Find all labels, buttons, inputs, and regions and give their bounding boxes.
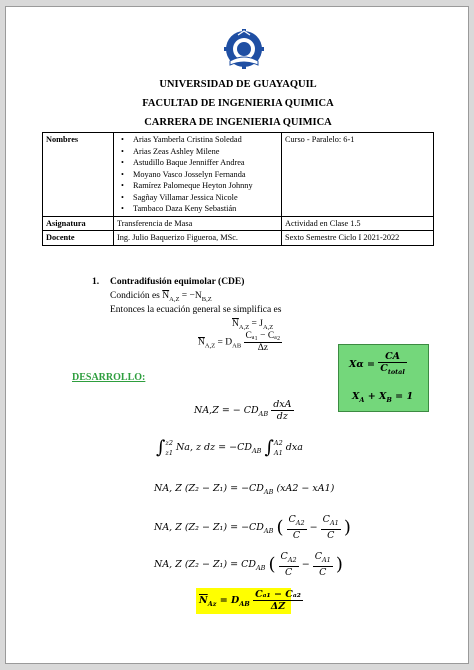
mole-fraction-eq bbox=[349, 351, 407, 378]
document-page bbox=[5, 6, 469, 664]
green-fraction bbox=[378, 351, 407, 378]
names-cell bbox=[114, 133, 282, 217]
condition-rhs-sub: B,Z bbox=[201, 295, 212, 303]
subject-row bbox=[43, 216, 434, 231]
teacher-cell: Ing. Julio Baquerizo Figueroa, MSc. bbox=[114, 231, 282, 246]
eq1-lhs: $\overline{N}$ bbox=[232, 319, 239, 329]
eq2-denominator: Δz bbox=[257, 343, 269, 353]
e1-fraction: $\frac{\text{dxA}}{dz}$ bbox=[273, 399, 292, 422]
condition-prefix: Condición es bbox=[110, 291, 160, 301]
list-item: • Ramírez Palomeque Heyton Johnny bbox=[121, 180, 278, 192]
green-line1-lhs: Xα = bbox=[349, 358, 375, 370]
equation-flux-diffusion bbox=[198, 331, 282, 354]
semester-cell: Sexto Semestre Ciclo I 2021-2022 bbox=[282, 231, 434, 246]
course-cell: Curso - Paralelo: 6-1 bbox=[282, 133, 434, 217]
equation-concentration-pos: NA, Z $(Z_2 - Z_1) = CD_{AB}$ ( $\frac{C_{A2}}{C}$ − $\frac{C_{A1}}{C}$ ) bbox=[154, 551, 343, 578]
university-name: UNIVERSIDAD DE GUAYAQUIL bbox=[159, 79, 317, 90]
eq1-rhs: = J bbox=[251, 319, 263, 329]
eq2-lhs: $\overline{N}$ bbox=[198, 337, 205, 348]
condition-line bbox=[110, 291, 212, 303]
list-item: • Astudillo Baque Jenniffer Andrea bbox=[121, 157, 278, 169]
simplify-text: Entonces la ecuación general se simplifica es bbox=[110, 305, 282, 315]
mole-fraction-box bbox=[338, 344, 429, 412]
green-numerator: CA bbox=[378, 351, 407, 363]
teacher-label: Docente bbox=[43, 231, 114, 246]
names-row bbox=[43, 133, 434, 217]
equation-fick: NA,Z = − $CD_{AB}$ $\frac{\text{dxA}}{dz}$ bbox=[194, 399, 292, 422]
condition-lhs-sub: A,Z bbox=[169, 295, 180, 303]
eq2-mid-sub: AB bbox=[232, 342, 242, 350]
teacher-row bbox=[43, 231, 434, 246]
activity-cell: Actividad en Clase 1.5 bbox=[282, 216, 434, 231]
eq1-lhs-sub: A,Z bbox=[238, 323, 250, 331]
list-item: • Arias Zeas Ashley Milene bbox=[121, 146, 278, 158]
career-name: CARRERA DE INGENIERIA QUIMICA bbox=[144, 117, 332, 128]
university-logo bbox=[224, 29, 264, 71]
list-item: • Arias Yamberla Cristina Soledad bbox=[121, 134, 278, 146]
condition-rhs: = −N bbox=[181, 291, 202, 301]
equation-n-equals-j bbox=[232, 319, 273, 331]
equation-integrated: NA, Z $(Z_2 - Z_1) = -CD_{AB}$ (xA2 − xA1) bbox=[154, 483, 335, 496]
list-item: • Sagñay Villamar Jessica Nicole bbox=[121, 192, 278, 204]
subject-label: Asignatura bbox=[43, 216, 114, 231]
eq2-numerator: Cₐ₁ − Cₐ₂ bbox=[245, 331, 281, 341]
eq2-lhs-sub: A,Z bbox=[204, 342, 216, 350]
green-denominator: $C_{total}$ bbox=[380, 363, 405, 376]
condition-lhs: $\overline{N}$ bbox=[162, 291, 170, 301]
names-label: Nombres bbox=[43, 133, 114, 217]
section-number: 1. bbox=[92, 277, 100, 287]
names-list bbox=[117, 134, 278, 215]
equation-integral: ∫ z2 z1 Na, z dz = $-CD_{AB}$ ∫ A2 A1 dxa bbox=[156, 437, 303, 458]
desarrollo-heading: DESARROLLO: bbox=[72, 372, 146, 383]
final-equation: $\overline{N}_{Az} = D_{AB}$ $\frac{\text{Cₐ₁ − Cₐ₂}}{\Delta Z}$ bbox=[199, 589, 301, 612]
subject-cell: Transferencia de Masa bbox=[114, 216, 282, 231]
list-item: • Moyano Vasco Josselyn Fernanda bbox=[121, 169, 278, 181]
eq2-mid: = D bbox=[217, 337, 233, 348]
final-equation-highlight bbox=[196, 588, 301, 614]
eq2-fraction bbox=[244, 331, 283, 354]
eq1-rhs-sub: A,Z bbox=[262, 323, 274, 331]
section-title: Contradifusión equimolar (CDE) bbox=[110, 277, 245, 287]
equation-concentration-neg: NA, Z $(Z_2 - Z_1) = -CD_{AB}$ ( $\frac{C_{A2}}{C}$ − $\frac{C_{A1}}{C}$ ) bbox=[154, 514, 351, 541]
info-table bbox=[42, 132, 434, 246]
mole-fraction-sum: $X_A + X_B = 1$ bbox=[352, 391, 414, 404]
faculty-name: FACULTAD DE INGENIERIA QUIMICA bbox=[142, 98, 334, 109]
list-item: • Tambaco Daza Keny Sebastián bbox=[121, 203, 278, 215]
